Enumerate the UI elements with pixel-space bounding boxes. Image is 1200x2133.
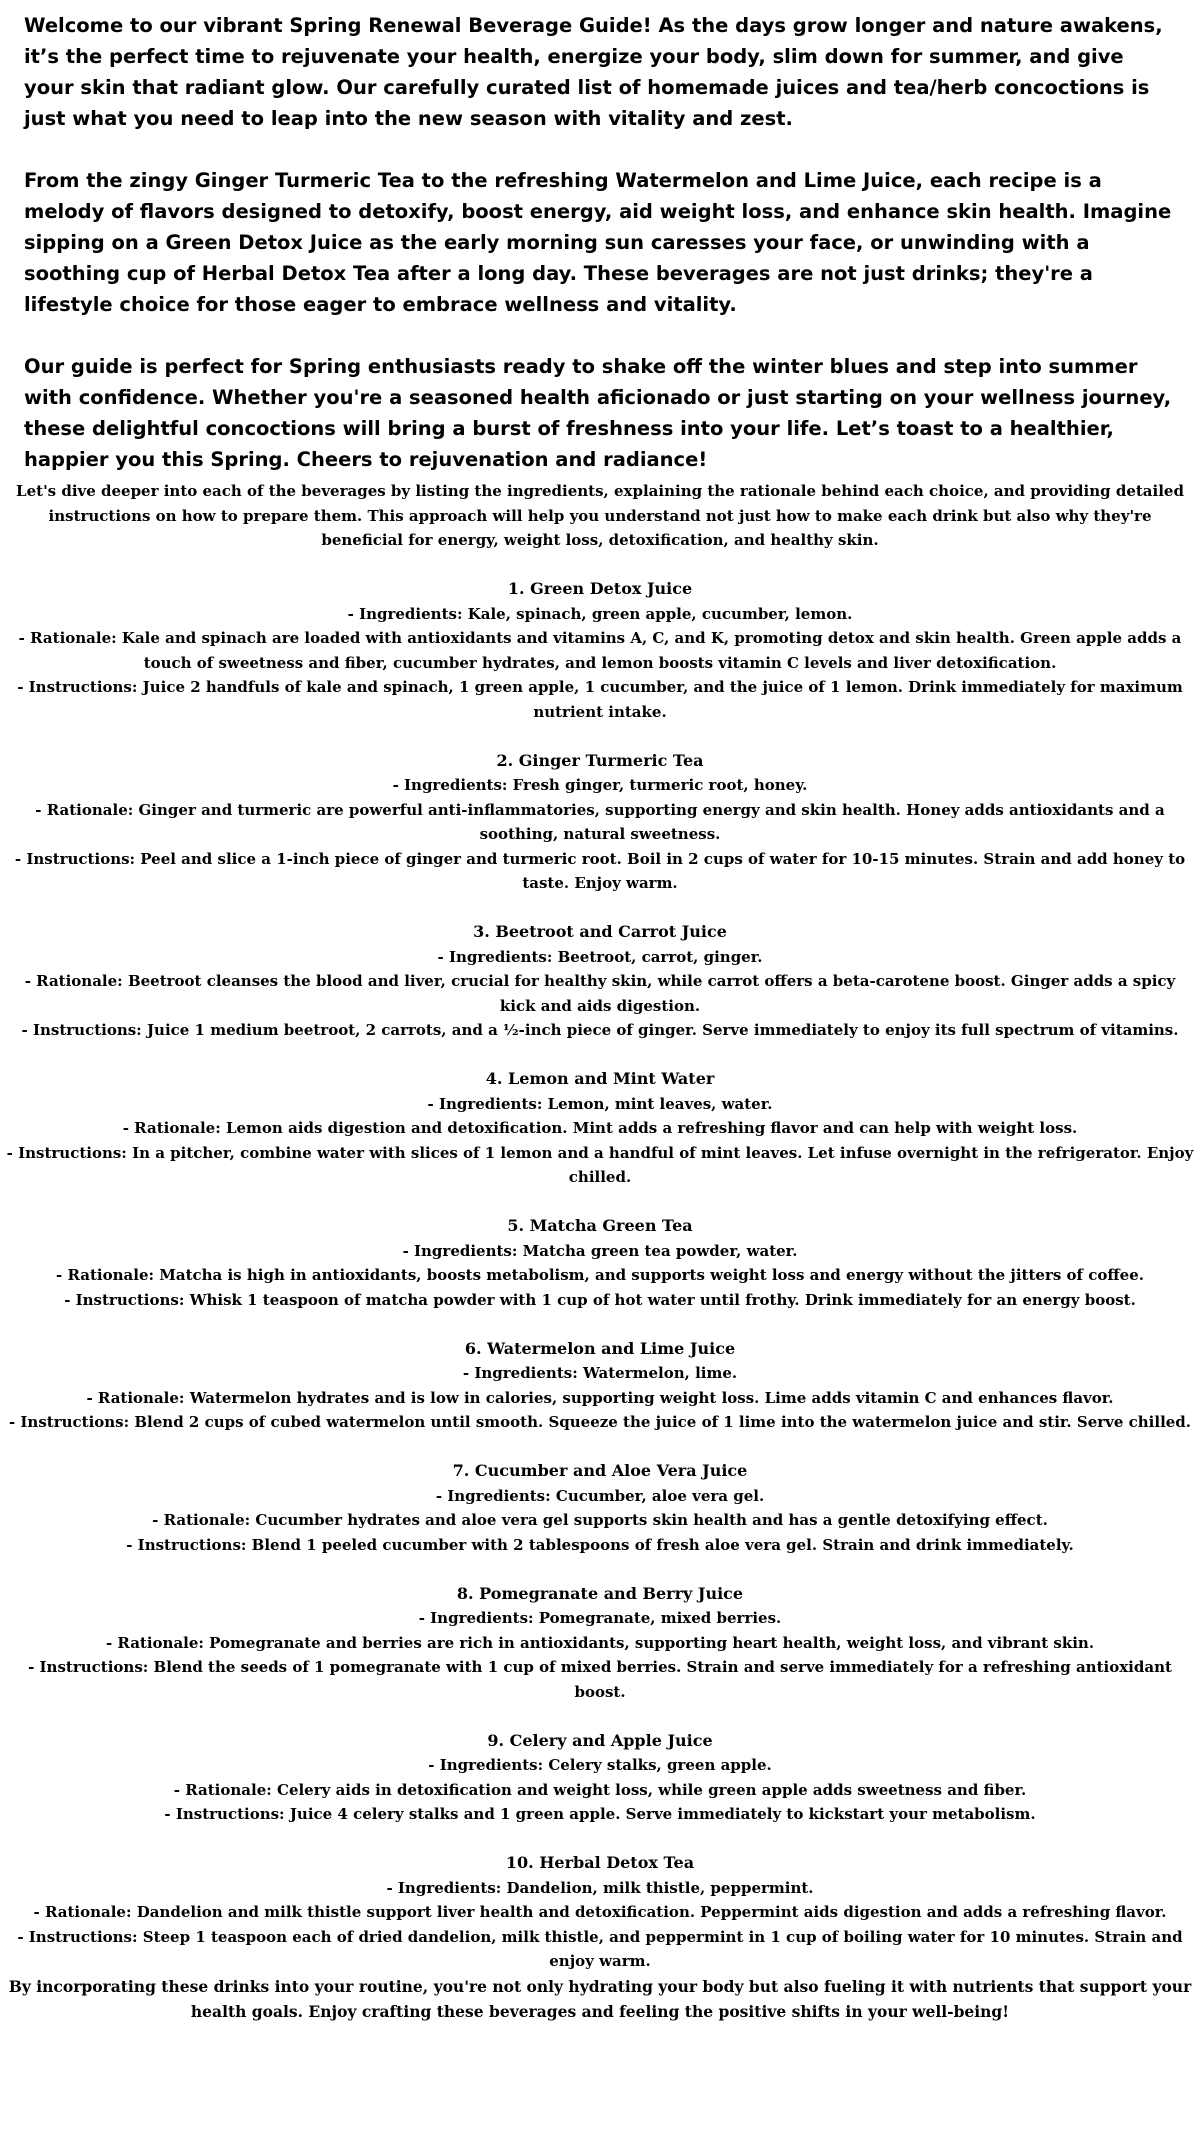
recipe-rationale: - Rationale: Kale and spinach are loaded with antioxidants and vitamins A, C, and K, promoting detox and skin health. Green apple adds a touch of sweetness and fiber, cucumber hydrates, and lemon boosts vitamin C levels and liver detoxification. <box>18 629 1182 672</box>
recipe-instructions: - Instructions: Whisk 1 teaspoon of matcha powder with 1 cup of hot water until frothy. Drink immediately for an energy boost. <box>64 1290 1136 1309</box>
recipe-title: 6. Watermelon and Lime Juice <box>464 1338 736 1358</box>
recipe-instructions: - Instructions: Steep 1 teaspoon each of dried dandelion, milk thistle, and peppermint in 1 cup of boiling water for 10 minutes. Strain and enjoy warm. <box>17 1927 1183 1970</box>
beverage-guide <box>0 475 1200 2024</box>
recipe-ingredients: - Ingredients: Fresh ginger, turmeric root, honey. <box>392 776 808 794</box>
recipe-item <box>6 749 1194 896</box>
recipe-ingredients: - Ingredients: Lemon, mint leaves, water. <box>427 1094 773 1113</box>
recipe-ingredients: - Ingredients: Celery stalks, green apple. <box>428 1756 772 1774</box>
intro-paragraph-audience: Our guide is perfect for Spring enthusiasts ready to shake off the winter blues and step into summer with confidence. Whether you're a seasoned health aficionado or just starting on your wellness journey, these delightful concoctions will bring a burst of freshness into your life. Let’s toast to a healthier, happier you this Spring. Cheers to rejuvenation and radiance! <box>24 355 1172 471</box>
recipe-ingredients: - Ingredients: Cucumber, aloe vera gel. <box>435 1486 765 1505</box>
recipe-rationale: - Rationale: Beetroot cleanses the blood and liver, crucial for healthy skin, while carrot offers a beta-carotene boost. Ginger adds a spicy kick and aids digestion. <box>24 972 1176 1015</box>
recipe-item <box>6 920 1194 1043</box>
recipe-item <box>6 1214 1194 1312</box>
recipe-title: 3. Beetroot and Carrot Juice <box>473 922 727 941</box>
recipe-rationale: - Rationale: Lemon aids digestion and detoxification. Mint adds a refreshing flavor and can help with weight loss. <box>122 1119 1078 1137</box>
guide-outro-paragraph: By incorporating these drinks into your routine, you're not only hydrating your body but also fueling it with nutrients that support your health goals. Enjoy crafting these beverages and feeling the positive shifts in your well-being! <box>8 1976 1192 2021</box>
recipe-rationale: - Rationale: Watermelon hydrates and is low in calories, supporting weight loss. Lime adds vitamin C and enhances flavor. <box>86 1388 1114 1407</box>
recipe-instructions: - Instructions: Blend the seeds of 1 pomegranate with 1 cup of mixed berries. Strain and serve immediately for a refreshing antioxidant boost. <box>28 1658 1172 1701</box>
recipe-rationale: - Rationale: Cucumber hydrates and aloe vera gel supports skin health and has a gentle detoxifying effect. <box>152 1511 1048 1529</box>
recipe-ingredients: - Ingredients: Matcha green tea powder, water. <box>402 1241 798 1260</box>
recipe-title: 10. Herbal Detox Tea <box>505 1853 695 1872</box>
recipe-ingredients: - Ingredients: Beetroot, carrot, ginger. <box>437 947 763 966</box>
recipe-instructions: - Instructions: Blend 1 peeled cucumber with 2 tablespoons of fresh aloe vera gel. Strain and drink immediately. <box>126 1535 1074 1554</box>
intro-paragraph-welcome: Welcome to our vibrant Spring Renewal Beverage Guide! As the days grow longer and nature awakens, it’s the perfect time to rejuvenate your health, energize your body, slim down for summer, and give your skin that radiant glow. Our carefully curated list of homemade juices and tea/herb concoctions is just what you need to leap into the new season with vitality and zest. <box>24 14 1163 130</box>
recipe-rationale: - Rationale: Ginger and turmeric are powerful anti-inflammatories, supporting energy and skin health. Honey adds antioxidants and a soothing, natural sweetness. <box>35 800 1165 843</box>
recipe-title: 8. Pomegranate and Berry Juice <box>456 1583 744 1603</box>
recipe-rationale: - Rationale: Pomegranate and berries are rich in antioxidants, supporting heart health, weight loss, and vibrant skin. <box>105 1633 1095 1652</box>
recipe-instructions: - Instructions: Peel and slice a 1-inch piece of ginger and turmeric root. Boil in 2 cups of water for 10-15 minutes. Strain and add honey to taste. Enjoy warm. <box>14 849 1186 892</box>
recipe-rationale: - Rationale: Dandelion and milk thistle support liver health and detoxification. Peppermint aids digestion and adds a refreshing flavor. <box>33 1903 1167 1921</box>
recipe-rationale: - Rationale: Celery aids in detoxification and weight loss, while green apple adds sweetness and fiber. <box>173 1780 1027 1799</box>
recipe-item <box>6 1582 1194 1705</box>
recipe-item <box>6 1729 1194 1827</box>
intro-section <box>0 0 1200 475</box>
recipe-item <box>6 1067 1194 1190</box>
recipe-title: 7. Cucumber and Aloe Vera Juice <box>452 1461 748 1480</box>
recipe-list <box>6 577 1194 1974</box>
recipe-instructions: - Instructions: Juice 1 medium beetroot, 2 carrots, and a ½-inch piece of ginger. Serve immediately to enjoy its full spectrum of vitamins. <box>21 1021 1179 1039</box>
recipe-ingredients: - Ingredients: Watermelon, lime. <box>462 1364 738 1382</box>
recipe-ingredients: - Ingredients: Pomegranate, mixed berries. <box>418 1609 782 1627</box>
recipe-instructions: - Instructions: Juice 2 handfuls of kale and spinach, 1 green apple, 1 cucumber, and the juice of 1 lemon. Drink immediately for maximum nutrient intake. <box>17 678 1183 721</box>
recipe-item <box>6 577 1194 724</box>
recipe-title: 9. Celery and Apple Juice <box>487 1730 713 1750</box>
intro-paragraph-recipes: From the zingy Ginger Turmeric Tea to the refreshing Watermelon and Lime Juice, each recipe is a melody of flavors designed to detoxify, boost energy, aid weight loss, and enhance skin health. Imagine sipping on a Green Detox Juice as the early morning sun caresses your face, or unwinding with a soothing cup of Herbal Detox Tea after a long day. These beverages are not just drinks; they're a lifestyle choice for those eager to embrace wellness and vitality. <box>24 169 1172 316</box>
recipe-instructions: - Instructions: In a pitcher, combine water with slices of 1 lemon and a handful of mint leaves. Let infuse overnight in the refrigerator. Enjoy chilled. <box>6 1143 1194 1186</box>
recipe-item <box>6 1459 1194 1557</box>
recipe-ingredients: - Ingredients: Dandelion, milk thistle, peppermint. <box>386 1878 814 1897</box>
guide-lead-paragraph: Let's dive deeper into each of the beverages by listing the ingredients, explaining the rationale behind each choice, and providing detailed instructions on how to prepare them. This approach will help you understand not just how to make each drink but also why they're beneficial for energy, weight loss, detoxification, and healthy skin. <box>16 482 1184 549</box>
recipe-instructions: - Instructions: Blend 2 cups of cubed watermelon until smooth. Squeeze the juice of 1 lime into the watermelon juice and stir. Serve chilled. <box>8 1413 1192 1431</box>
recipe-title: 5. Matcha Green Tea <box>507 1216 693 1235</box>
recipe-title: 2. Ginger Turmeric Tea <box>496 750 704 770</box>
recipe-title: 1. Green Detox Juice <box>507 579 693 598</box>
recipe-rationale: - Rationale: Matcha is high in antioxidants, boosts metabolism, and supports weight loss and energy without the jitters of coffee. <box>56 1266 1144 1284</box>
recipe-instructions: - Instructions: Juice 4 celery stalks and 1 green apple. Serve immediately to kickstart your metabolism. <box>164 1805 1036 1823</box>
recipe-ingredients: - Ingredients: Kale, spinach, green apple, cucumber, lemon. <box>347 604 853 623</box>
recipe-item <box>6 1851 1194 1974</box>
recipe-item <box>6 1337 1194 1435</box>
recipe-title: 4. Lemon and Mint Water <box>485 1069 715 1088</box>
